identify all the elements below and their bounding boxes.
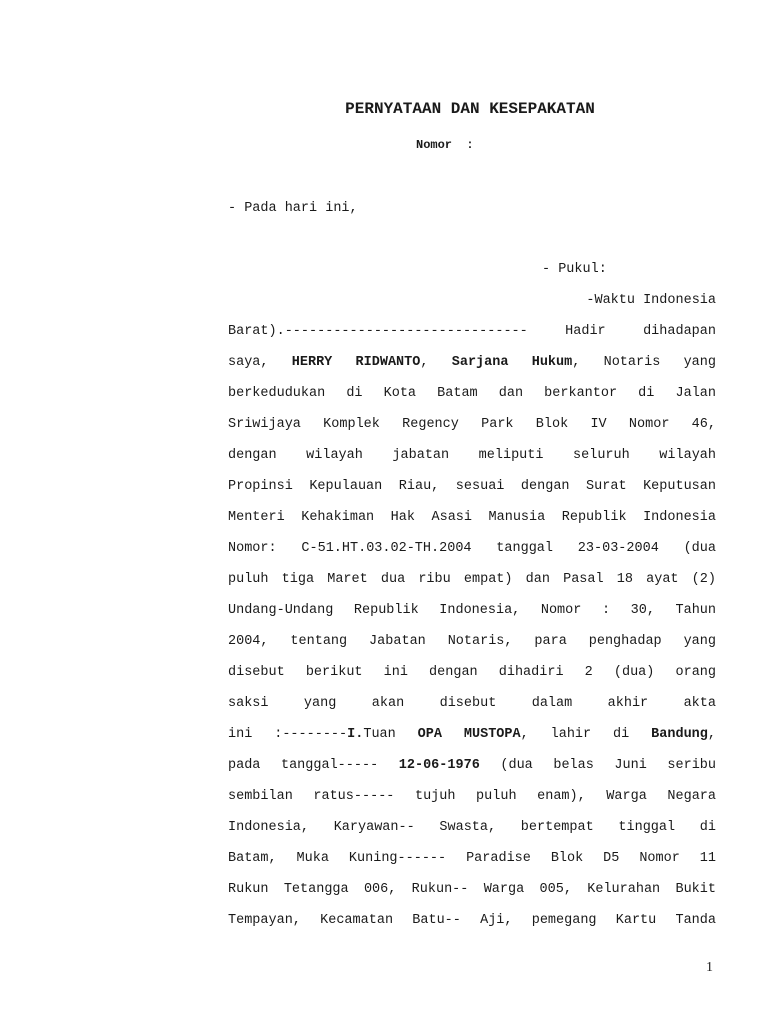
body-line: - Pada hari ini, — [228, 201, 358, 216]
body-line: Tempayan, Kecamatan Batu-- Aji, pemegang Kartu Tanda — [228, 913, 716, 928]
notary-degree: Sarjana Hukum — [451, 355, 573, 370]
page-number: 1 — [706, 960, 713, 975]
body-line: saya, HERRY RIDWANTO, Sarjana Hukum, Notaris yang — [228, 355, 716, 370]
body-line: - Pukul: — [542, 262, 607, 277]
body-line: Rukun Tetangga 006, Rukun-- Warga 005, Kelurahan Bukit — [228, 882, 716, 897]
body-line: -Waktu Indonesia — [586, 293, 716, 308]
body-line: ini :--------I.Tuan OPA MUSTOPA, lahir di Bandung, — [228, 727, 716, 742]
body-line: pada tanggal----- 12-06-1976 (dua belas Juni seribu — [228, 758, 717, 773]
body-line: disebut berikut ini dengan dihadiri 2 (dua) orang — [228, 665, 716, 680]
body-line: Barat).------------------------------ Hadir dihadapan — [228, 324, 716, 339]
birth-date: 12-06-1976 — [398, 758, 480, 773]
body-line: 2004, tentang Jabatan Notaris, para penghadap yang — [228, 634, 716, 649]
body-line: Nomor: C-51.HT.03.02-TH.2004 tanggal 23-03-2004 (dua — [228, 541, 716, 556]
body-line: berkedudukan di Kota Batam dan berkantor di Jalan — [228, 386, 716, 401]
document-title: PERNYATAAN DAN KESEPAKATAN — [345, 100, 595, 118]
document-number-label: Nomor : — [416, 138, 474, 152]
body-line: Menteri Kehakiman Hak Asasi Manusia Republik Indonesia — [228, 510, 716, 525]
birthplace: Bandung — [651, 727, 708, 742]
body-line: dengan wilayah jabatan meliputi seluruh wilayah — [228, 448, 716, 463]
body-line: Sriwijaya Komplek Regency Park Blok IV Nomor 46, — [228, 417, 716, 432]
body-line: Indonesia, Karyawan-- Swasta, bertempat tinggal di — [228, 820, 716, 835]
notary-name: HERRY RIDWANTO — [291, 355, 421, 370]
body-line: Batam, Muka Kuning------ Paradise Blok D5 Nomor 11 — [228, 851, 716, 866]
party-name: OPA MUSTOPA — [417, 727, 521, 742]
body-line: Propinsi Kepulauan Riau, sesuai dengan Surat Keputusan — [228, 479, 716, 494]
body-line: sembilan ratus----- tujuh puluh enam), Warga Negara — [228, 789, 716, 804]
body-line: puluh tiga Maret dua ribu empat) dan Pasal 18 ayat (2) — [228, 572, 716, 587]
body-line: Undang-Undang Republik Indonesia, Nomor : 30, Tahun — [228, 603, 716, 618]
body-line: saksi yang akan disebut dalam akhir akta — [228, 696, 716, 711]
